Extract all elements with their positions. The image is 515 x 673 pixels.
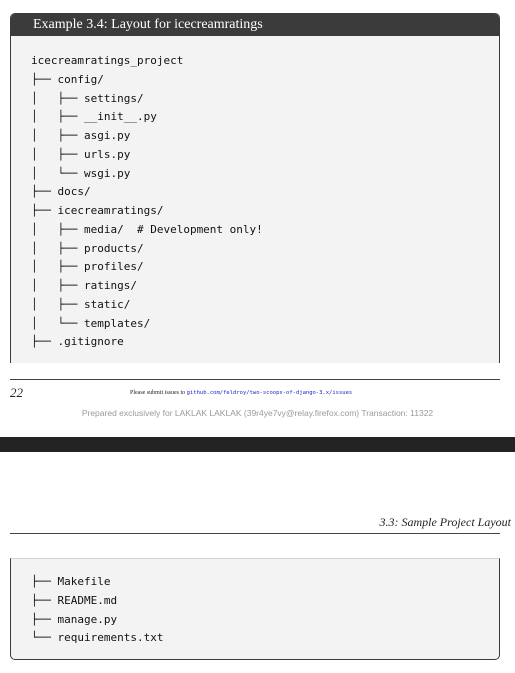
footer-note-text: Please submit issues to xyxy=(130,390,187,396)
code-line: │ ├── static/ xyxy=(31,297,131,311)
code-line: │ ├── media/ # Development only! xyxy=(31,222,263,236)
running-header: 3.3: Sample Project Layout xyxy=(379,515,511,529)
code-line: │ ├── products/ xyxy=(31,241,144,255)
issues-link[interactable]: github.com/feldroy/two-scoops-of-django-3.x/issues xyxy=(186,390,353,396)
code-line: │ ├── settings/ xyxy=(31,91,144,105)
code-line: ├── .gitignore xyxy=(31,335,124,349)
header-rule xyxy=(10,533,500,534)
code-block-bottom xyxy=(11,559,499,648)
code-line: ├── README.md xyxy=(31,593,118,607)
code-line: ├── manage.py xyxy=(31,612,118,626)
footer-note xyxy=(130,390,352,396)
code-line: │ ├── ratings/ xyxy=(31,279,137,292)
code-block-top xyxy=(11,36,499,352)
code-line: ├── icecreamratings/ xyxy=(31,204,164,217)
code-line: icecreamratings_project xyxy=(31,54,184,67)
code-line: │ └── templates/ xyxy=(31,316,151,330)
code-line: └── requirements.txt xyxy=(31,631,164,645)
code-line: │ ├── asgi.py xyxy=(31,129,131,142)
code-line: │ ├── urls.py xyxy=(31,147,131,161)
code-line: │ └── wsgi.py xyxy=(31,166,131,180)
code-line: │ ├── profiles/ xyxy=(31,260,144,274)
code-line: ├── docs/ xyxy=(31,185,91,199)
listing-title: Example 3.4: Layout for icecreamratings xyxy=(11,14,499,36)
page-number: 22 xyxy=(10,385,23,400)
watermark: Prepared exclusively for LAKLAK LAKLAK (39r4ye7vy@relay.firefox.com) Transaction: 11322 xyxy=(81,408,434,418)
page-divider xyxy=(0,437,515,452)
code-listing-top xyxy=(10,13,500,363)
footer-rule xyxy=(10,379,500,380)
code-line: │ ├── __init__.py xyxy=(31,110,157,124)
code-line: ├── Makefile xyxy=(31,575,111,588)
code-line: ├── config/ xyxy=(31,72,104,86)
code-listing-bottom xyxy=(10,558,500,660)
